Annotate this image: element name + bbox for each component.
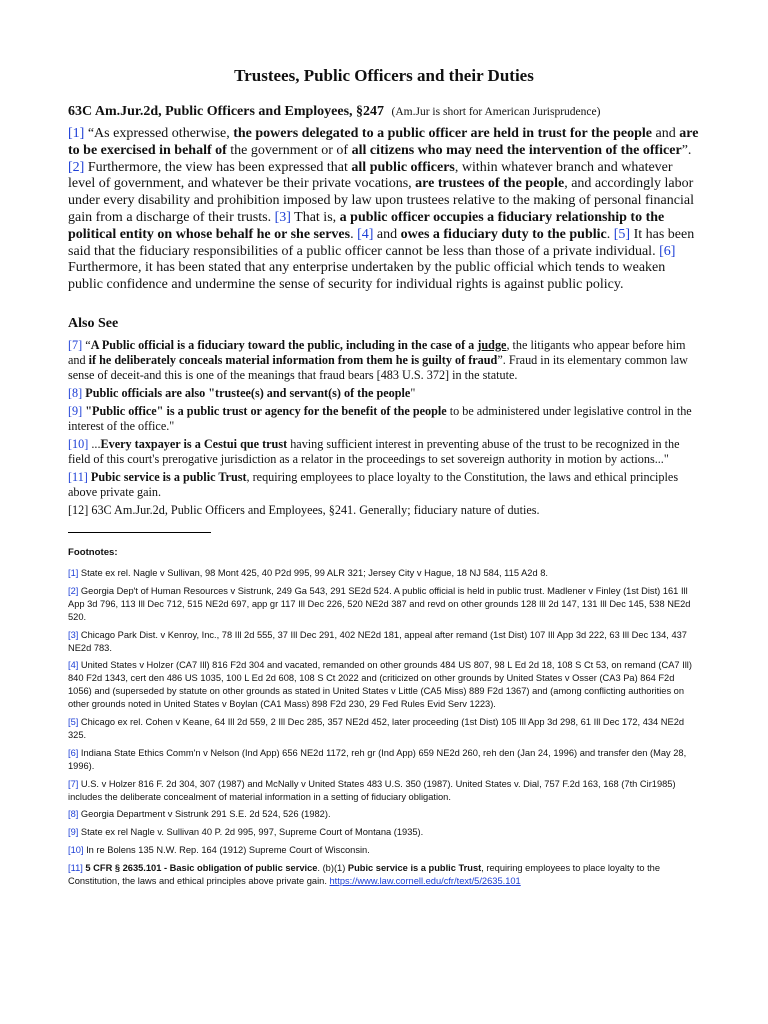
body-text: the government or of	[226, 142, 352, 158]
also-see-heading: Also See	[68, 315, 119, 331]
body-text: ,	[506, 337, 510, 352]
footnote-ref-link[interactable]: [9]	[68, 403, 83, 418]
body-text: , requiring employees to place loyalty to the Constitution, the laws and ethical principles above private gain.	[68, 863, 661, 887]
footnote	[68, 826, 700, 839]
footnote-ref-link[interactable]: [3]	[274, 209, 291, 225]
footnote	[68, 585, 700, 624]
body-text: .	[606, 226, 614, 242]
footnote	[68, 629, 700, 655]
bold-text: all citizens who may need the intervention of the officer	[351, 142, 682, 158]
footnote-ref-link[interactable]: [8]	[68, 385, 83, 400]
body-text: “	[82, 337, 91, 352]
body-text: to be administered under legislative control in the interest of the office."	[68, 403, 692, 433]
footnotes-heading: Footnotes:	[68, 546, 118, 558]
bold-text: Pubic service is a public Trust	[90, 469, 247, 484]
footnote-ref-link[interactable]: [5]	[613, 226, 631, 242]
body-text: Furthermore, it has been stated that any enterprise undertaken by the public official which tends to weaken public confidence and undermine the sense of security for individual rights is against public policy.	[68, 260, 666, 293]
bold-text: a public officer occupies a fiduciary relationship to the political entity on whose behalf he or she serves	[68, 209, 665, 242]
body-text: Furthermore, the view has been expressed that	[84, 159, 352, 175]
also-see-item	[68, 470, 700, 500]
page-title: Trustees, Public Officers and their Duties	[234, 66, 534, 85]
body-text: [12] 63C Am.Jur.2d, Public Officers and Employees, §241. Generally; fiduciary nature of duties.	[68, 502, 540, 517]
body-text: , requiring employees to place loyalty to the Constitution, the laws and ethical principles above private gain.	[68, 469, 679, 499]
also-see-list	[68, 338, 700, 518]
footnote-ref-link[interactable]: [4]	[68, 660, 79, 671]
also-see-item	[68, 437, 700, 467]
footnote-ref-link[interactable]: [1]	[68, 126, 85, 141]
document-page	[68, 66, 700, 893]
bold-text: the powers delegated to a public officer are held in trust for the people	[233, 126, 653, 141]
footnote	[68, 659, 700, 711]
bold-text: owes a fiduciary duty to the public	[400, 226, 607, 242]
body-text: . (b)(1)	[317, 863, 348, 874]
body-text: State ex rel. Nagle v Sullivan, 98 Mont 425, 40 P2d 995, 99 ALR 321; Jersey City v Hague, 18 NJ 584, 115 A2d 8.	[78, 567, 548, 578]
body-text: It has been said that the fiduciary responsibilities of a public officer cannot be less than those of a private individual.	[68, 226, 695, 259]
bold-text: A Public official is a fiduciary toward the public, including in the case of a	[90, 337, 478, 352]
body-text: ”.	[681, 142, 692, 158]
footnote-ref-link[interactable]: [4]	[357, 226, 374, 242]
footnote-divider	[68, 532, 211, 533]
body-text: Chicago ex rel. Cohen v Keane, 64 Ill 2d 559, 2 Ill Dec 285, 357 NE2d 452, later proceeding (1st Dist) 105 Ill App 3d 298, 61 Ill Dec 172, 434 NE2d 325.	[68, 717, 685, 740]
main-paragraph	[68, 126, 700, 294]
bold-text: are to be exercised in behalf of	[68, 126, 699, 158]
footnote-ref-link[interactable]: [6]	[68, 747, 79, 758]
body-text: Indiana State Ethics Comm'n v Nelson (Ind App) 656 NE2d 1172, reh gr (Ind App) 659 NE2d 260, reh den (Jan 24, 1996) and transfer den (May 28, 1996).	[68, 747, 687, 771]
body-text: United States v Holzer (CA7 Ill) 816 F2d 304 and vacated, remanded on other grounds 484 US 807, 98 L Ed 2d 18, 108 S Ct 53, on remand (CA7 Ill) 840 F2d 1343, cert den 486 US 1035, 100 L Ed 2d 608, 108 S Ct 2022 and (criticized on other grounds by United States v Osser (CA3 Pa) 864 F2d 1056) and (superseded by statute on other grounds as stated in United States v Little (CA5 Miss) 889 F2d 1367) and (among conflicting authorities on other grounds noted in United States v Boylan (CA1 Mass) 898 F2d 230, 29 Fed Rules Evid Serv 1223).	[68, 660, 692, 710]
footnote-ref-link[interactable]: [11]	[68, 863, 83, 874]
body-text: State ex rel Nagle v. Sullivan 40 P. 2d 995, 997, Supreme Court of Montana (1935).	[78, 827, 424, 838]
footnote	[68, 747, 700, 773]
bold-text: all public officers	[351, 159, 455, 175]
body-text: U.S. v Holzer 816 F. 2d 304, 307 (1987) and McNally v United States 483 U.S. 350 (1987). United States v. Dial, 757 F.2d 163, 168 (7th Cir1985) includes the deliberate concealment of material information in a setting of fiduciary obligation.	[68, 778, 676, 802]
footnote-ref-link[interactable]: [7]	[68, 778, 79, 789]
body-text: In re Bolens 135 N.W. Rep. 164 (1912) Supreme Court of Wisconsin.	[83, 845, 370, 856]
also-see-item	[68, 503, 700, 518]
footnote	[68, 567, 700, 580]
footnote	[68, 808, 700, 821]
footnote	[68, 716, 700, 742]
bold-text: are trustees of the people	[415, 176, 565, 192]
footnote-ref-link[interactable]: [5]	[68, 717, 79, 728]
body-text: having sufficient interest in preventing abuse of the trust to be recognized in the field of this court's prerogative jurisdiction as a relator in the proceedings to set sovereign authority in motion by actions..."	[68, 436, 680, 466]
citation-heading: 63C Am.Jur.2d, Public Officers and Employees, §247	[68, 104, 385, 119]
footnotes-list	[68, 567, 700, 888]
bold-text: Every taxpayer is a Cestui que trust	[100, 436, 288, 451]
bold-text: if he deliberately conceals material information from them he is guilty of fraud	[88, 352, 498, 367]
also-see-item	[68, 338, 700, 383]
bold-text: judge	[477, 337, 507, 352]
also-see-item	[68, 404, 700, 434]
body-text: the litigants who appear before him and	[68, 337, 686, 367]
body-text: ”. Fraud in its elementary common law sense of deceit-and this is one of the meanings that fraud bears [483 U.S. 372] in the statute.	[68, 352, 688, 382]
section-heading	[68, 104, 700, 120]
footnote-ref-link[interactable]: [10]	[68, 845, 84, 856]
footnote-ref-link[interactable]: [7]	[68, 337, 83, 352]
footnote-ref-link[interactable]: [8]	[68, 809, 79, 820]
footnote-ref-link[interactable]: [3]	[68, 629, 79, 640]
footnote-ref-link[interactable]: [11]	[68, 469, 88, 484]
footnote-ref-link[interactable]: [10]	[68, 436, 89, 451]
footnote-ref-link[interactable]: [1]	[68, 567, 79, 578]
body-text: and	[373, 226, 401, 242]
body-text: , within whatever branch and whatever level of government, and whatever be their private vocations,	[68, 159, 673, 192]
footnote-ref-link[interactable]: [6]	[659, 243, 676, 259]
footnote-ref-link[interactable]: [2]	[68, 159, 85, 175]
also-see-item	[68, 386, 700, 401]
bold-text: "Public office" is a public trust or agency for the benefit of the people	[85, 403, 447, 418]
body-text: That is,	[290, 209, 340, 225]
footnote	[68, 778, 700, 804]
footnote	[68, 844, 700, 857]
body-text: “As expressed otherwise,	[84, 126, 234, 141]
body-text: Georgia Department v Sistrunk 291 S.E. 2d 524, 526 (1982).	[78, 809, 331, 820]
bold-text: 5 CFR § 2635.101 - Basic obligation of public service	[85, 863, 318, 874]
body-text: , and accordingly labor under every disability and prohibition imposed by law upon trustees relative to the making of personal financial gain from a discharge of their trusts.	[68, 176, 694, 225]
bold-text: Pubic service is a public Trust	[347, 863, 482, 874]
body-text: .	[350, 226, 358, 242]
footnote-ref-link[interactable]: [2]	[68, 585, 79, 596]
footnote	[68, 862, 700, 888]
body-text: "	[410, 385, 416, 400]
bold-text: Public officials are also "trustee(s) and servant(s) of the people	[85, 385, 411, 400]
body-text: ...	[88, 436, 101, 451]
citation-note: (Am.Jur is short for American Jurisprudence)	[391, 106, 601, 118]
footnote-ref-link[interactable]: [9]	[68, 827, 79, 838]
body-text: and	[652, 126, 680, 141]
body-text: Georgia Dep't of Human Resources v Sistrunk, 249 Ga 543, 291 SE2d 524. A public official is held in public trust. Madlener v Finley (1st Dist) 161 Ill App 3d 796, 113 Ill Dec 712, 515 NE2d 697, app gr 117 Ill Dec 226, 520 NE2d 387 and revd on other grounds 128 Ill 2d 147, 131 Ill Dec 145, 538 NE2d 520.	[68, 585, 691, 622]
body-text: Chicago Park Dist. v Kenroy, Inc., 78 Ill 2d 555, 37 Ill Dec 291, 402 NE2d 181, appeal after remand (1st Dist) 107 Ill App 3d 222, 63 Ill Dec 134, 437 NE2d 783.	[68, 629, 687, 653]
reference-url-link[interactable]: https://www.law.cornell.edu/cfr/text/5/2635.101	[329, 876, 521, 887]
